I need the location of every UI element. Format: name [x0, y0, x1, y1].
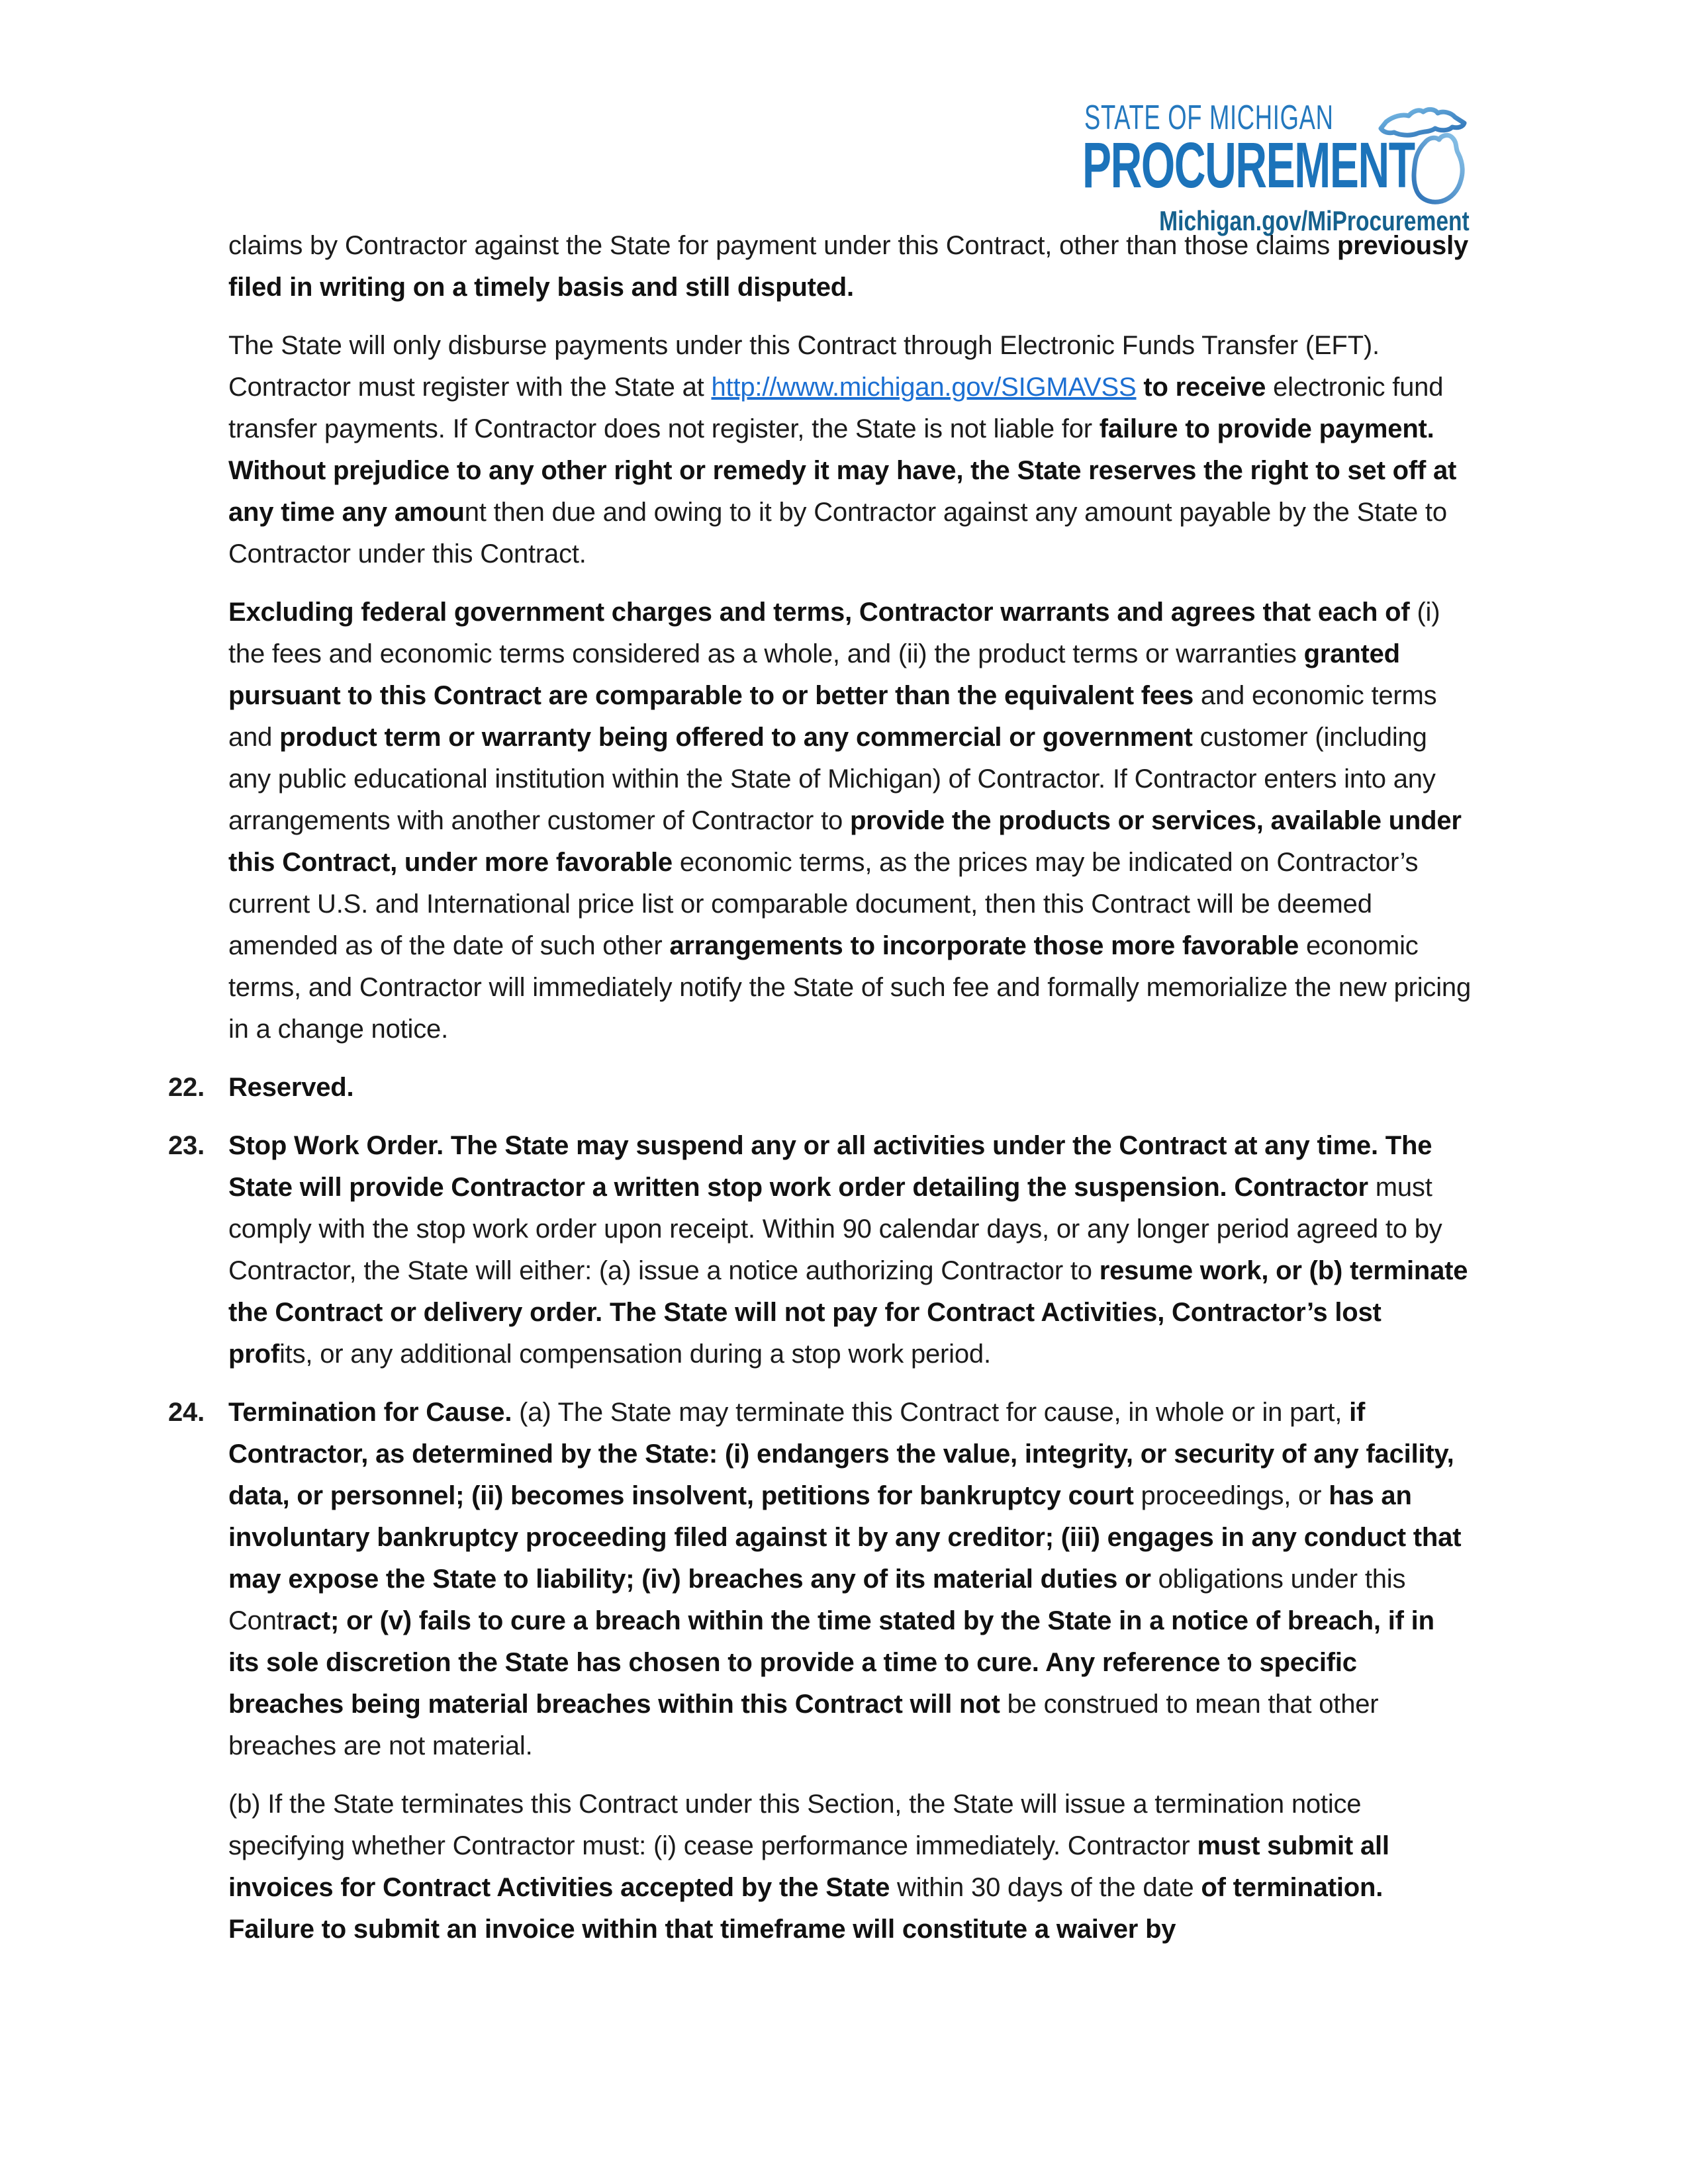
- document-body: [168, 225, 1472, 1967]
- bold-text-run: arrangements to incorporate those more favorable: [669, 931, 1306, 960]
- sigma-vss-hyperlink[interactable]: http://www.michigan.gov/SIGMAVSS: [711, 373, 1137, 402]
- bold-text-run: has an involuntary bankruptcy proceeding filed against it by any creditor; (iii) engages in any conduct that may expose the State to liability; (iv) breaches any of its material duties or: [228, 1481, 1462, 1594]
- bold-text-run: granted pursuant to this Contract are comparable to or better than the equivalent fees: [228, 639, 1400, 710]
- text-run: proceedings, or: [1141, 1481, 1329, 1510]
- text-run: its, or any additional compensation during a stop work period.: [279, 1340, 991, 1369]
- bold-text-run: Termination for Cause.: [228, 1398, 520, 1427]
- bold-text-run: of termination. Failure to submit an invoice within that timeframe will constitute a waiver by: [228, 1873, 1383, 1944]
- text-run: be construed to mean that other breaches are not material.: [228, 1690, 1379, 1760]
- bold-text-run: provide the products or services, available under this Contract, under more favorable: [228, 806, 1462, 877]
- bold-text-run: product term or warranty being offered to any commercial or government: [279, 723, 1200, 752]
- bold-text-run: Stop Work Order. The State may suspend any or all activities under the Contract at any time. The State will provide Contractor a written stop work order detailing the suspension. Contractor: [228, 1131, 1432, 1202]
- text-run: obligations under this Contr: [228, 1565, 1406, 1635]
- eft-payment-paragraph: [228, 325, 1472, 575]
- bold-text-run: Reserved.: [228, 1073, 354, 1102]
- text-run: economic terms, and Contractor will immediately notify the State of such fee and formally memorialize the new pricing in a change notice.: [228, 931, 1471, 1044]
- list-number: 23.: [168, 1131, 205, 1160]
- bold-text-run: resume work, or (b) terminate the Contract or delivery order. The State will not pay for Contract Activities, Contractor’s lost prof: [228, 1256, 1468, 1369]
- claims-paragraph: [228, 225, 1472, 308]
- logo-state-of-michigan-text: STATE OF MICHIGAN: [1084, 99, 1334, 137]
- text-run: (a) The State may terminate this Contract for cause, in whole or in part,: [519, 1398, 1350, 1427]
- termination-b-paragraph: [228, 1784, 1472, 1950]
- list-number: 24.: [168, 1398, 205, 1427]
- bold-text-run: Excluding federal government charges and terms, Contractor warrants and agrees that each of: [228, 598, 1417, 627]
- favorable-terms-paragraph: [228, 592, 1472, 1050]
- text-run: The State will only disburse payments under this Contract through Electronic Funds Transfer (EFT). Contractor must register with the State at: [228, 331, 1380, 402]
- bold-text-run: must submit all invoices for Contract Activities accepted by the State: [228, 1831, 1389, 1902]
- text-run: claims by Contractor against the State for payment under this Contract, other than those claims: [228, 231, 1337, 260]
- bold-text-run: previously filed in writing on a timely basis and still disputed.: [228, 231, 1469, 302]
- text-run: within 30 days of the date: [890, 1873, 1201, 1902]
- bold-text-run: if Contractor, as determined by the State: (i) endangers the value, integrity, or security of any facility, data, or personnel; (ii) becomes insolvent, petitions for bankruptcy court: [228, 1398, 1454, 1510]
- list-number: 22.: [168, 1073, 205, 1102]
- bold-text-run: act; or (v) fails to cure a breach within the time stated by the State in a notice of breach, if in its sole discretion the State has chosen to provide a time to cure. Any reference to specific breaches being material breaches within this Contract will not: [228, 1606, 1434, 1719]
- text-run: electronic fund transfer payments. If Contractor does not register, the State is not liable for: [228, 373, 1444, 443]
- text-run: (b) If the State terminates this Contract under this Section, the State will issue a termination notice specifying whether Contractor must: (i) cease performance immediately. Contractor: [228, 1790, 1362, 1860]
- text-run: economic terms, as the prices may be indicated on Contractor’s current U.S. and International price list or comparable document, then this Contract will be deemed amended as of the date of such other: [228, 848, 1419, 960]
- text-run: and economic terms and: [228, 681, 1437, 752]
- michigan-state-icon: [1377, 94, 1470, 213]
- item-24-termination-for-cause: [168, 1392, 1472, 1767]
- text-run: nt then due and owing to it by Contractor against any amount payable by the State to Contractor under this Contract.: [228, 498, 1447, 569]
- logo-michigan-gov-url: Michigan.gov/MiProcurement: [1159, 205, 1470, 236]
- text-run: must comply with the stop work order upon receipt. Within 90 calendar days, or any longer period agreed to by Contractor, the State will either: (a) issue a notice authorizing Contractor to: [228, 1173, 1442, 1285]
- text-run: (i) the fees and economic terms considered as a whole, and (ii) the product terms or warranties: [228, 598, 1440, 668]
- logo-procurement-text: PROCUREMENT: [1082, 129, 1415, 201]
- bold-text-run: failure to provide payment. Without prejudice to any other right or remedy it may have, the State reserves the right to set off at any time any amou: [228, 414, 1457, 527]
- item-23-stop-work-order: [168, 1125, 1472, 1375]
- item-22-reserved: [168, 1067, 1472, 1109]
- text-run: customer (including any public educational institution within the State of Michigan) of Contractor. If Contractor enters into any arrangements with another customer of Contractor to: [228, 723, 1436, 835]
- bold-text-run: to receive: [1136, 373, 1266, 402]
